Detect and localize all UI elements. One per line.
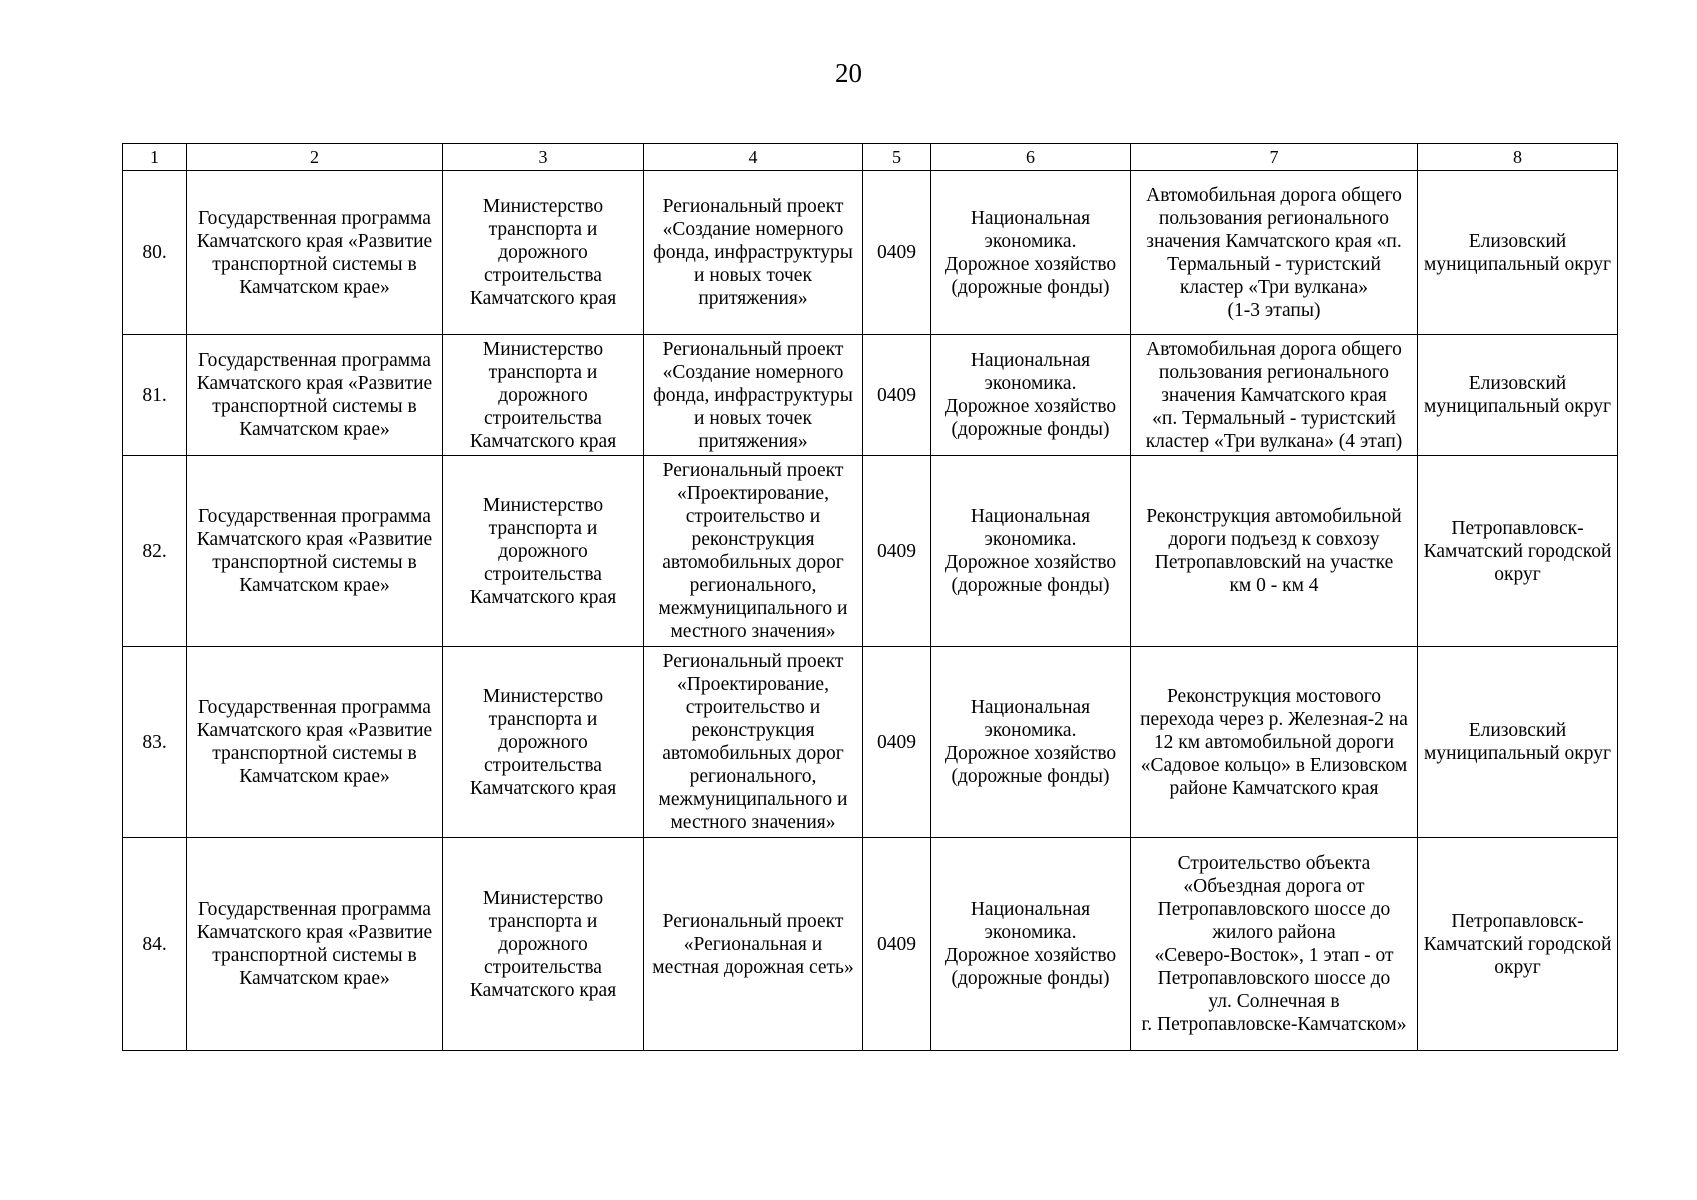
ministry-cell: Министерство транспорта и дорожного строительства Камчатского края: [443, 647, 644, 838]
section-cell: Национальная экономика. Дорожное хозяйство (дорожные фонды): [931, 335, 1131, 456]
project-cell: Региональный проект «Создание номерного фонда, инфраструктуры и новых точек притяжения»: [644, 335, 863, 456]
district-cell: Петропавловск- Камчатский городской округ: [1418, 838, 1618, 1051]
data-table: [122, 143, 1618, 1051]
table-row: [123, 838, 1618, 1051]
district-cell: Петропавловск- Камчатский городской округ: [1418, 456, 1618, 647]
section-cell: Национальная экономика. Дорожное хозяйство (дорожные фонды): [931, 647, 1131, 838]
row-number: 81.: [123, 335, 187, 456]
column-header: 6: [931, 144, 1131, 171]
district-cell: Елизовский муниципальный округ: [1418, 171, 1618, 335]
code-cell: 0409: [863, 647, 931, 838]
project-cell: Региональный проект «Проектирование, строительство и реконструкция автомобильных дорог регионального, межмуниципального и местного значения»: [644, 456, 863, 647]
column-header: 7: [1131, 144, 1418, 171]
object-cell: Реконструкция мостового перехода через р. Железная-2 на 12 км автомобильной дороги «Садовое кольцо» в Елизовском районе Камчатского края: [1131, 647, 1418, 838]
row-number: 84.: [123, 838, 187, 1051]
program-cell: Государственная программа Камчатского края «Развитие транспортной системы в Камчатском крае»: [187, 171, 443, 335]
table-row: [123, 456, 1618, 647]
section-cell: Национальная экономика. Дорожное хозяйство (дорожные фонды): [931, 171, 1131, 335]
object-cell: Автомобильная дорога общего пользования регионального значения Камчатского края «п. Термальный - туристский кластер «Три вулкана» (4 этап): [1131, 335, 1418, 456]
row-number: 82.: [123, 456, 187, 647]
table-header-row: [123, 144, 1618, 171]
section-cell: Национальная экономика. Дорожное хозяйство (дорожные фонды): [931, 838, 1131, 1051]
program-cell: Государственная программа Камчатского края «Развитие транспортной системы в Камчатском крае»: [187, 647, 443, 838]
column-header: 1: [123, 144, 187, 171]
page-number: 20: [835, 58, 862, 88]
program-cell: Государственная программа Камчатского края «Развитие транспортной системы в Камчатском крае»: [187, 335, 443, 456]
column-header: 2: [187, 144, 443, 171]
table-row: [123, 171, 1618, 335]
district-cell: Елизовский муниципальный округ: [1418, 335, 1618, 456]
project-cell: Региональный проект «Региональная и местная дорожная сеть»: [644, 838, 863, 1051]
code-cell: 0409: [863, 335, 931, 456]
ministry-cell: Министерство транспорта и дорожного строительства Камчатского края: [443, 456, 644, 647]
column-header: 3: [443, 144, 644, 171]
code-cell: 0409: [863, 838, 931, 1051]
object-cell: Строительство объекта «Объездная дорога от Петропавловского шоссе до жилого района «Северо-Восток», 1 этап - от Петропавловского шоссе до ул. Солнечная в г. Петропавловске-Камчатском»: [1131, 838, 1418, 1051]
ministry-cell: Министерство транспорта и дорожного строительства Камчатского края: [443, 335, 644, 456]
table-row: [123, 647, 1618, 838]
table-row: [123, 335, 1618, 456]
row-number: 83.: [123, 647, 187, 838]
program-cell: Государственная программа Камчатского края «Развитие транспортной системы в Камчатском крае»: [187, 838, 443, 1051]
column-header: 5: [863, 144, 931, 171]
district-cell: Елизовский муниципальный округ: [1418, 647, 1618, 838]
section-cell: Национальная экономика. Дорожное хозяйство (дорожные фонды): [931, 456, 1131, 647]
code-cell: 0409: [863, 171, 931, 335]
project-cell: Региональный проект «Создание номерного фонда, инфраструктуры и новых точек притяжения»: [644, 171, 863, 335]
project-cell: Региональный проект «Проектирование, строительство и реконструкция автомобильных дорог регионального, межмуниципального и местного значения»: [644, 647, 863, 838]
column-header: 4: [644, 144, 863, 171]
object-cell: Реконструкция автомобильной дороги подъезд к совхозу Петропавловский на участке км 0 - км 4: [1131, 456, 1418, 647]
column-header: 8: [1418, 144, 1618, 171]
program-cell: Государственная программа Камчатского края «Развитие транспортной системы в Камчатском крае»: [187, 456, 443, 647]
ministry-cell: Министерство транспорта и дорожного строительства Камчатского края: [443, 838, 644, 1051]
ministry-cell: Министерство транспорта и дорожного строительства Камчатского края: [443, 171, 644, 335]
object-cell: Автомобильная дорога общего пользования регионального значения Камчатского края «п. Термальный - туристский кластер «Три вулкана» (1-3 этапы): [1131, 171, 1418, 335]
code-cell: 0409: [863, 456, 931, 647]
row-number: 80.: [123, 171, 187, 335]
